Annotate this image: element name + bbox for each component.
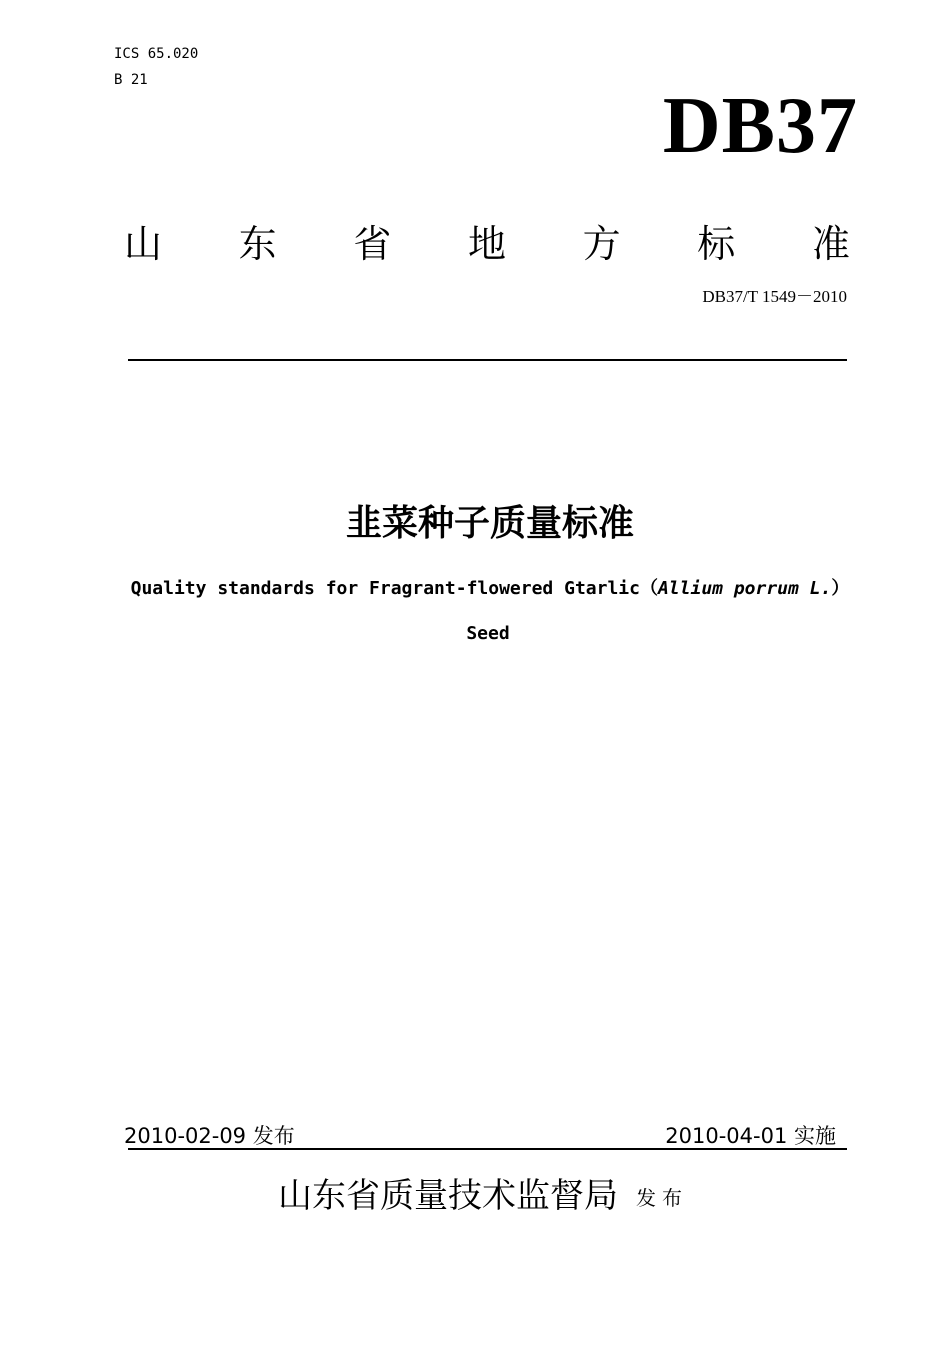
standard-type-char: 标 xyxy=(697,222,736,266)
title-english-suffix: ） xyxy=(831,578,850,599)
bottom-divider xyxy=(128,1148,847,1150)
publisher-name: 山东省质量技术监督局 xyxy=(278,1176,618,1216)
standard-type-char: 省 xyxy=(353,222,392,266)
publisher-suffix: 发布 xyxy=(636,1185,688,1210)
standard-number: DB37/T 1549－2010 xyxy=(702,287,847,306)
title-english xyxy=(0,574,950,600)
classification-code: B 21 xyxy=(114,72,148,88)
standard-type xyxy=(124,222,850,266)
standard-type-char: 东 xyxy=(238,222,277,266)
title-english-latin-name: Allium porrum L. xyxy=(657,578,832,599)
ics-code: ICS 65.020 xyxy=(114,46,199,62)
title-english-line2: Seed xyxy=(466,623,510,644)
standard-type-char: 山 xyxy=(124,222,163,266)
standard-type-char: 地 xyxy=(467,222,506,266)
issue-date: 2010-02-09 发布 xyxy=(124,1124,295,1148)
standard-type-char: 准 xyxy=(811,222,850,266)
standard-type-char: 方 xyxy=(582,222,621,266)
db-logo: DB37 xyxy=(662,82,858,170)
title-english-prefix: Quality standards for Fragrant-flowered Gtarlic（ xyxy=(130,578,658,599)
title-chinese: 韭菜种子质量标准 xyxy=(345,503,634,544)
top-divider xyxy=(128,359,847,361)
publisher xyxy=(278,1174,688,1220)
implementation-date: 2010-04-01 实施 xyxy=(665,1124,836,1148)
